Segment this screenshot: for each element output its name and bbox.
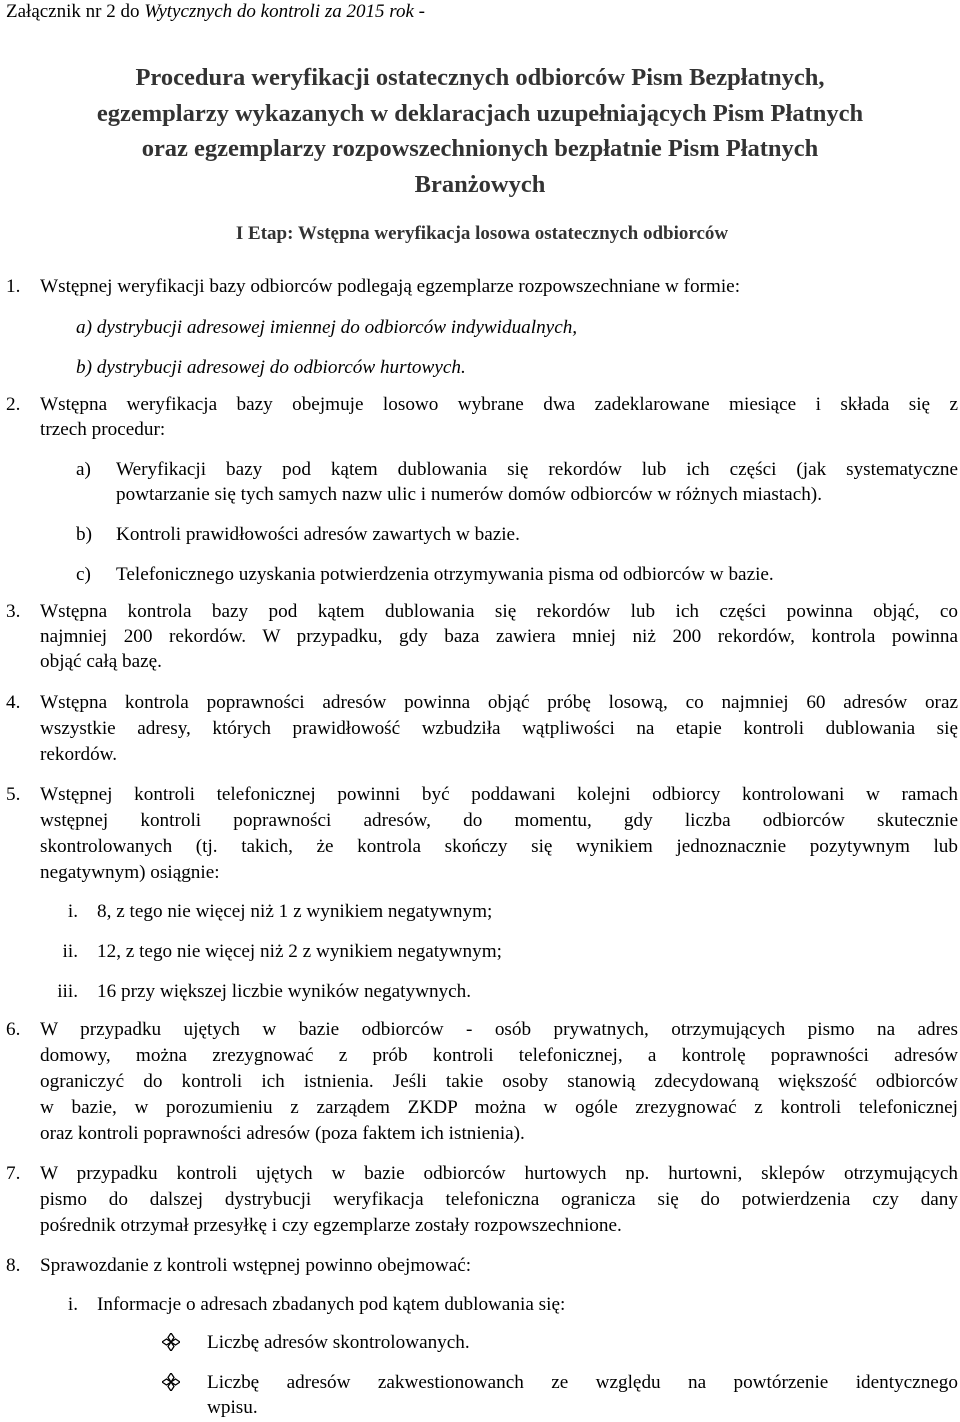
- section-8-text: Sprawozdanie z kontroli wstępnej powinno obejmować:: [40, 1255, 472, 1276]
- section-7-line: pismo do dalszej dystrybucji weryfikacja telefoniczna ogranicza się do potwierdzenia czy dany: [40, 1189, 958, 1210]
- section-6-line: domowy, można zrezygnować z prób kontroli telefonicznej, a kontrolę poprawności adresów: [40, 1045, 958, 1066]
- section-3-line: objąć całą bazę.: [40, 651, 162, 672]
- title-line: egzemplarzy wykazanych w deklaracjach uzupełniających Pism Płatnych: [96, 99, 864, 127]
- section-2-line: trzech procedur:: [40, 419, 166, 440]
- section-6-line: w bazie, w porozumieniu z zarządem ZKDP można w ogóle zrezygnować z kontroli telefonicznej: [40, 1097, 958, 1118]
- section-6-line: W przypadku ujętych w bazie odbiorców - osób prywatnych, otrzymujących pismo na adres: [40, 1019, 958, 1040]
- section-2-line: Wstępna weryfikacja bazy obejmuje losowo wybrane dwa zadeklarowane miesiące i składa się z: [40, 394, 958, 415]
- section-4-line: rekordów.: [40, 744, 118, 765]
- section-5-iii-text: 16 przy większej liczbie wyników negatywnych.: [97, 981, 472, 1002]
- section-5-number: 5.: [6, 784, 21, 805]
- section-6-line: ograniczyć do kontroli ich istnienia. Jeśli takie osoby stanowią zdecydowaną większość odbiorców: [40, 1071, 958, 1092]
- section-6-number: 6.: [6, 1019, 21, 1040]
- section-8-bullet-2-line: wpisu.: [207, 1397, 258, 1418]
- section-4-line: Wstępna kontrola poprawności adresów powinna objąć próbę losową, co najmniej 60 adresów oraz: [40, 692, 958, 713]
- title-line: Branżowych: [414, 170, 546, 198]
- section-8-number: 8.: [6, 1255, 21, 1276]
- header-suffix: -: [413, 1, 425, 22]
- section-8-i-label: i.: [67, 1294, 78, 1315]
- stage-heading: I Etap: Wstępna weryfikacja losowa ostatecznych odbiorców: [235, 223, 729, 244]
- section-7-line: pośrednik otrzymał przesyłkę i czy egzemplarze zostały rozpowszechnione.: [40, 1215, 622, 1236]
- document-title: [0, 60, 960, 202]
- title-line: Procedura weryfikacji ostatecznych odbiorców Pism Bezpłatnych,: [135, 64, 825, 91]
- section-2-number: 2.: [6, 394, 21, 415]
- section-7-number: 7.: [6, 1163, 21, 1184]
- four-diamond-bullet-icon: [162, 1373, 180, 1391]
- section-1-text: Wstępnej weryfikacji bazy odbiorców podlegają egzemplarze rozpowszechniane w formie:: [40, 276, 741, 297]
- section-2-b-label: b): [76, 524, 92, 545]
- section-5-ii-label: ii.: [62, 941, 78, 962]
- section-8-bullet-1: Liczbę adresów skontrolowanych.: [207, 1332, 470, 1353]
- attachment-header: [6, 0, 425, 24]
- section-5-ii-text: 12, z tego nie więcej niż 2 z wynikiem negatywnym;: [97, 941, 502, 962]
- section-4-number: 4.: [6, 692, 21, 713]
- section-2-a-line: Weryfikacji bazy pod kątem dublowania się rekordów lub ich części (jak systematyczne: [116, 459, 958, 480]
- title-line: oraz egzemplarzy rozpowszechnionych bezpłatnie Pism Płatnych: [141, 135, 819, 162]
- section-5-i-label: i.: [67, 901, 78, 922]
- section-3-line: najmniej 200 rekordów. W przypadku, gdy baza zawiera mniej niż 200 rekordów, kontrola powinna: [40, 626, 958, 647]
- header-prefix: Załącznik nr 2 do: [6, 1, 145, 22]
- section-7-line: W przypadku kontroli ujętych w bazie odbiorców hurtowych np. hurtowni, sklepów otrzymujących: [40, 1163, 958, 1184]
- section-5-i-text: 8, z tego nie więcej niż 1 z wynikiem negatywnym;: [97, 901, 493, 922]
- section-2-a-label: a): [76, 459, 91, 480]
- section-6-line: oraz kontroli poprawności adresów (poza faktem ich istnienia).: [40, 1123, 525, 1144]
- section-2-a-line: powtarzanie się tych samych nazw ulic i numerów domów odbiorców w różnych miastach).: [116, 484, 822, 505]
- section-5-line: negatywnym) osiągnie:: [40, 862, 220, 883]
- section-5-line: skontrolowanych (tj. takich, że kontrola skończy się wynikiem jednoznacznie pozytywnym lub: [40, 836, 958, 857]
- section-3-number: 3.: [6, 601, 21, 622]
- section-2-b-text: Kontroli prawidłowości adresów zawartych w bazie.: [116, 524, 520, 545]
- section-4-line: wszystkie adresy, których prawidłowość wzbudziła wątpliwości na etapie kontroli dublowania się: [40, 718, 958, 739]
- section-2-c-label: c): [76, 564, 91, 585]
- section-8-bullet-2-line: Liczbę adresów zakwestionowanch ze względu na powtórzenie identycznego: [207, 1372, 958, 1393]
- section-5-line: Wstępnej kontroli telefonicznej powinni być poddawani kolejni odbiorcy kontrolowani w ramach: [40, 784, 958, 805]
- section-1-item-b: b) dystrybucji adresowej do odbiorców hurtowych.: [76, 357, 466, 378]
- section-5-iii-label: iii.: [57, 981, 78, 1002]
- section-1-number: 1.: [6, 276, 21, 297]
- section-3-line: Wstępna kontrola bazy pod kątem dublowania się rekordów lub ich części powinna objąć, co: [40, 601, 958, 622]
- four-diamond-bullet-icon: [162, 1333, 180, 1351]
- section-1-item-a: a) dystrybucji adresowej imiennej do odbiorców indywidualnych,: [76, 317, 578, 338]
- section-2-c-text: Telefonicznego uzyskania potwierdzenia otrzymywania pisma od odbiorców w bazie.: [116, 564, 774, 585]
- header-italic: Wytycznych do kontroli za 2015 rok: [144, 1, 414, 22]
- section-8-i-text: Informacje o adresach zbadanych pod kątem dublowania się:: [97, 1294, 566, 1315]
- section-5-line: wstępnej kontroli poprawności adresów, do momentu, gdy liczba odbiorców skutecznie: [40, 810, 958, 831]
